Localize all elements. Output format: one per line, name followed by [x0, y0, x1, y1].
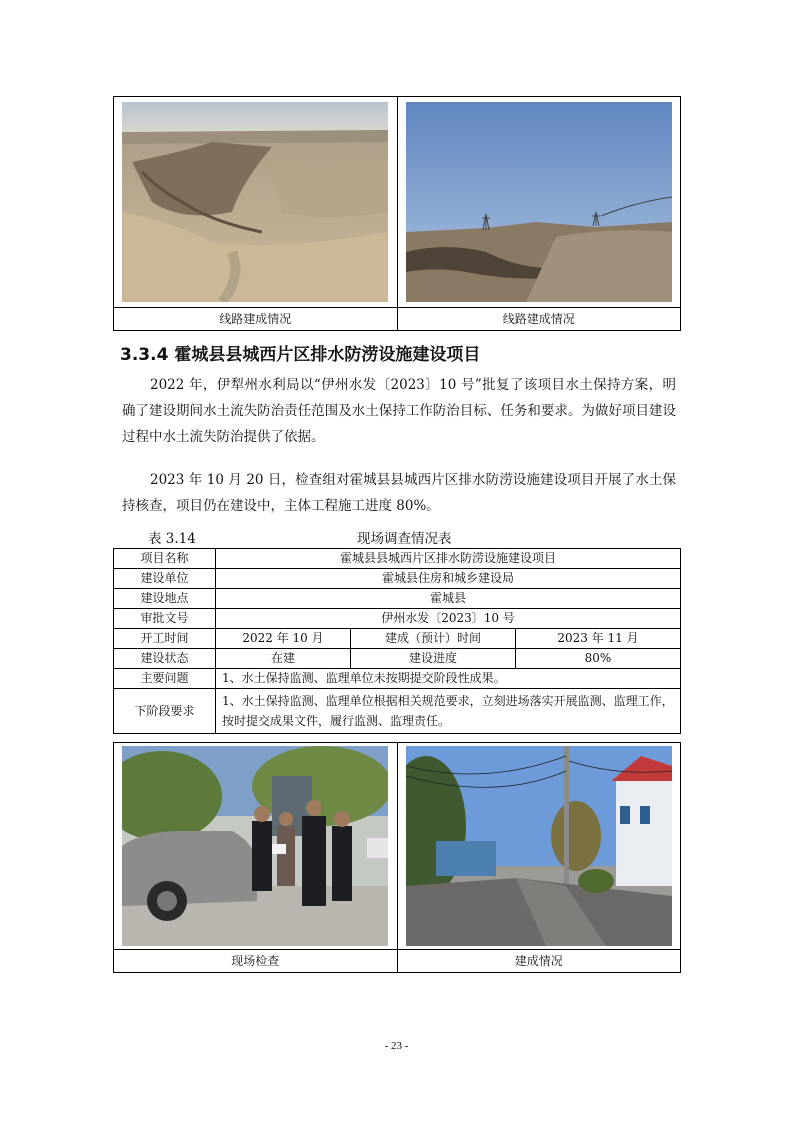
- finish-label: 建成（预计）时间: [351, 629, 516, 649]
- street-road-completion-photo: [406, 746, 672, 946]
- table-caption-number: 表 3.14: [148, 531, 196, 547]
- site-inspection-people-photo: [122, 746, 388, 946]
- start-value: 2022 年 10 月: [216, 629, 351, 649]
- table-row: [114, 649, 681, 669]
- issues-value: 1、水土保持监测、监理单位未按期提交阶段性成果。: [216, 669, 681, 689]
- table-row: [114, 549, 681, 569]
- photo-cell-right: [397, 97, 681, 308]
- table-row: [114, 629, 681, 649]
- photo-cell-left: [114, 743, 398, 950]
- issues-label: 主要问题: [114, 669, 216, 689]
- next-stage-label: 下阶段要求: [114, 689, 216, 734]
- table-caption-title: 现场调查情况表: [357, 531, 452, 547]
- photo-cell-right: [397, 743, 681, 950]
- page-number: - 23 -: [384, 1040, 409, 1052]
- photo-cell-left: [114, 97, 398, 308]
- finish-value: 2023 年 11 月: [516, 629, 681, 649]
- bottom-photo-table: [113, 742, 681, 973]
- table-row: [114, 669, 681, 689]
- location-value: 霍城县: [216, 589, 681, 609]
- project-name-label: 项目名称: [114, 549, 216, 569]
- approval-label: 审批文号: [114, 609, 216, 629]
- site-investigation-table: [113, 548, 681, 734]
- section-heading: 3.3.4 霍城县县城西片区排水防涝设施建设项目: [120, 345, 481, 365]
- approval-value: 伊州水发〔2023〕10 号: [216, 609, 681, 629]
- table-row: [114, 609, 681, 629]
- bottom-left-caption: 现场检查: [114, 950, 398, 973]
- hillside-with-power-towers-photo: [406, 102, 672, 302]
- paragraph-approval: 2022 年，伊犁州水利局以“伊州水发〔2023〕10 号”批复了该项目水土保持方案，明确了建设期间水土流失防治责任范围及水土保持工作防治目标、任务和要求。为做好项目建设过程中水土流失防治提供了依据。: [122, 377, 676, 445]
- next-stage-value: 1、水土保持监测、监理单位根据相关规范要求，立刻进场落实开展监测、监理工作，按时提交成果文件，履行监测、监理责任。: [216, 689, 681, 734]
- top-photo-table: [113, 96, 681, 331]
- top-right-caption: 线路建成情况: [397, 308, 681, 331]
- arid-hillside-terrain-photo: [122, 102, 388, 302]
- paragraph-inspection: 2023 年 10 月 20 日，检查组对霍城县县城西片区排水防涝设施建设项目开展了水土保持核查，项目仍在建设中，主体工程施工进度 80%。: [122, 472, 676, 514]
- builder-label: 建设单位: [114, 569, 216, 589]
- table-row: [114, 569, 681, 589]
- status-label: 建设状态: [114, 649, 216, 669]
- progress-label: 建设进度: [351, 649, 516, 669]
- project-name-value: 霍城县县城西片区排水防涝设施建设项目: [216, 549, 681, 569]
- status-value: 在建: [216, 649, 351, 669]
- table-row: [114, 589, 681, 609]
- builder-value: 霍城县住房和城乡建设局: [216, 569, 681, 589]
- bottom-right-caption: 建成情况: [397, 950, 681, 973]
- start-label: 开工时间: [114, 629, 216, 649]
- progress-value: 80%: [516, 649, 681, 669]
- table-row: [114, 689, 681, 734]
- top-left-caption: 线路建成情况: [114, 308, 398, 331]
- location-label: 建设地点: [114, 589, 216, 609]
